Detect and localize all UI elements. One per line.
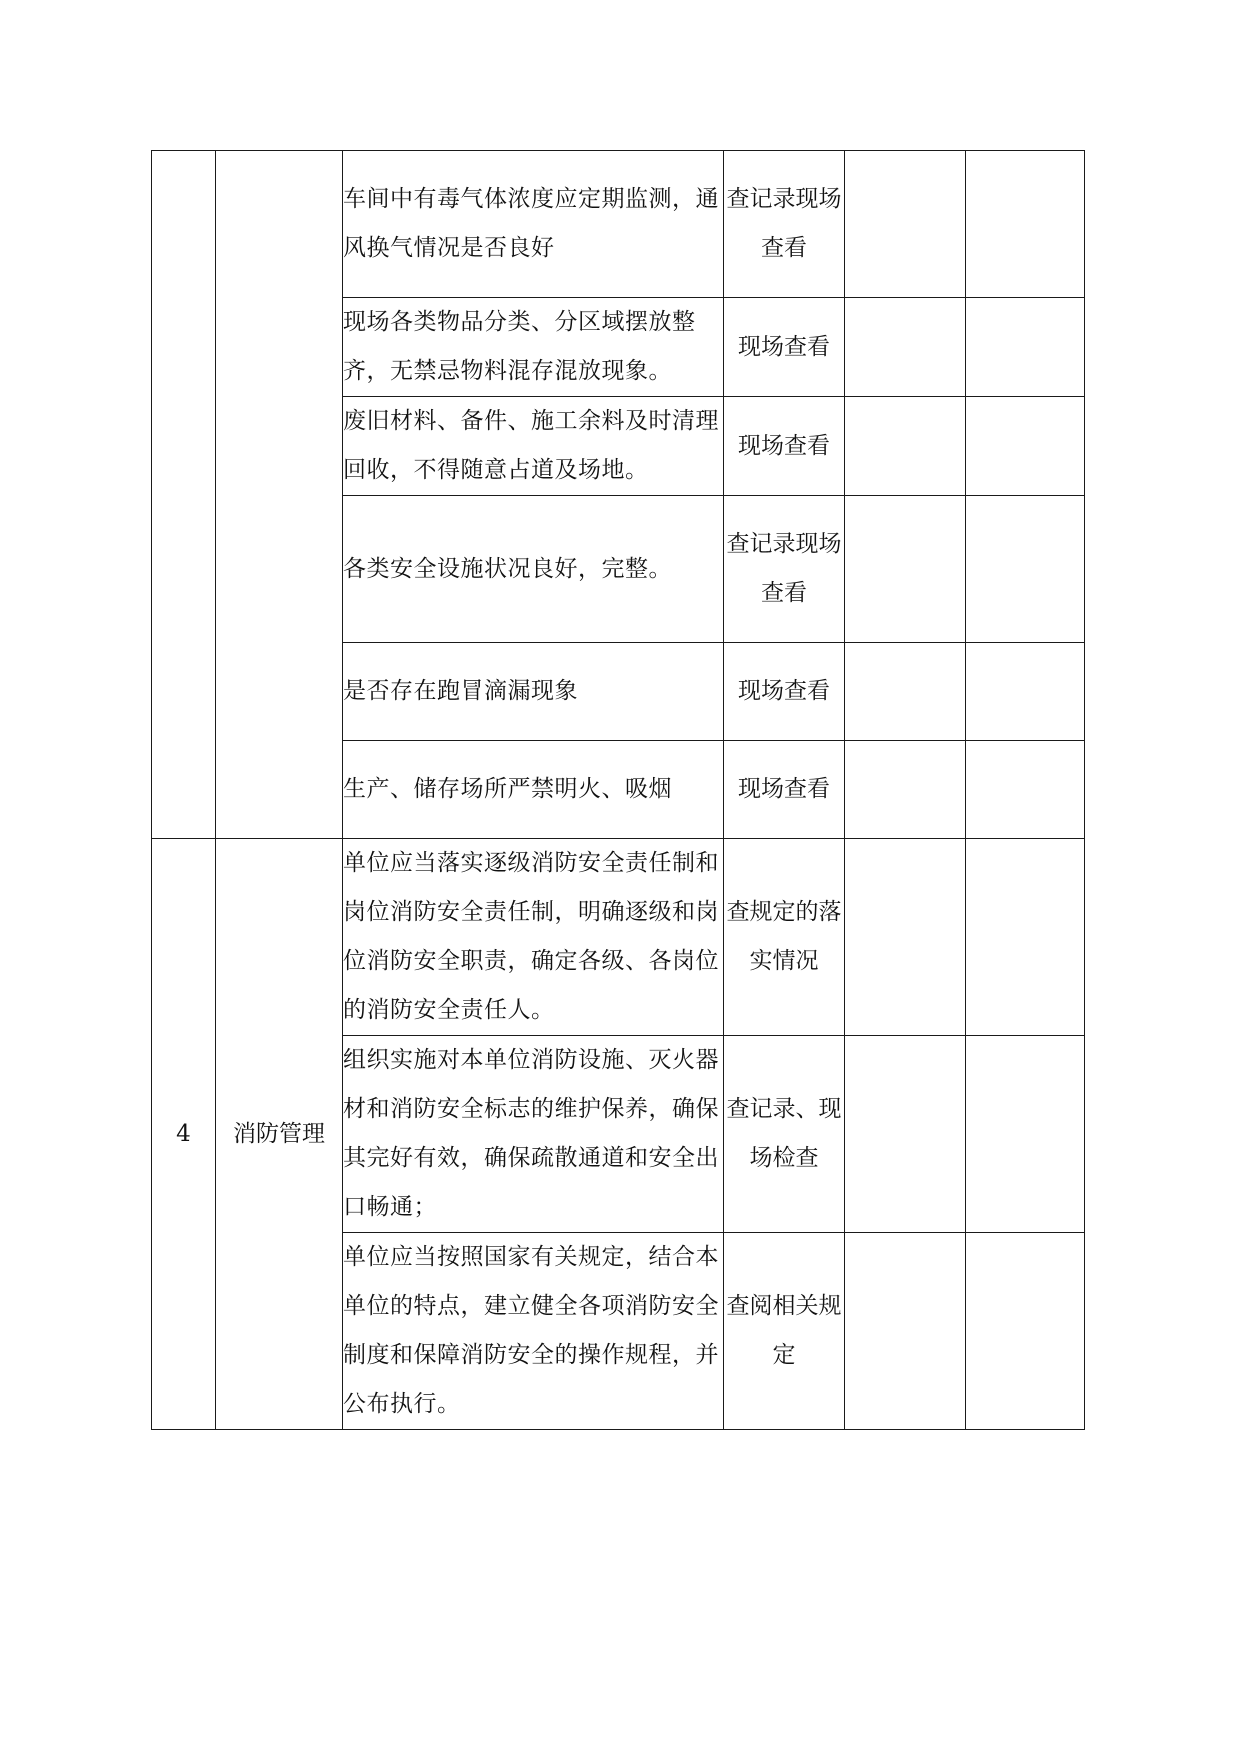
result-cell — [845, 741, 966, 839]
item-category-cell — [216, 151, 343, 839]
check-content: 现场各类物品分类、分区域摆放整齐，无禁忌物料混存混放现象。 — [343, 298, 724, 397]
check-content: 单位应当落实逐级消防安全责任制和岗位消防安全责任制，明确逐级和岗位消防安全职责，确定各级、各岗位的消防安全责任人。 — [343, 839, 724, 1036]
remark-cell — [966, 839, 1085, 1036]
remark-cell — [966, 397, 1085, 496]
remark-cell — [966, 741, 1085, 839]
remark-cell — [966, 151, 1085, 298]
result-cell — [845, 496, 966, 643]
remark-cell — [966, 496, 1085, 643]
result-cell — [845, 839, 966, 1036]
result-cell — [845, 298, 966, 397]
check-method: 查记录、现场检查 — [724, 1036, 845, 1233]
check-method: 现场查看 — [724, 397, 845, 496]
remark-cell — [966, 298, 1085, 397]
check-content: 废旧材料、备件、施工余料及时清理回收，不得随意占道及场地。 — [343, 397, 724, 496]
table-row — [152, 839, 1085, 1036]
check-method: 查记录现场查看 — [724, 496, 845, 643]
remark-cell — [966, 643, 1085, 741]
result-cell — [845, 151, 966, 298]
result-cell — [845, 1036, 966, 1233]
check-content: 组织实施对本单位消防设施、灭火器材和消防安全标志的维护保养，确保其完好有效，确保疏散通道和安全出口畅通； — [343, 1036, 724, 1233]
check-method: 查规定的落实情况 — [724, 839, 845, 1036]
item-number-cell — [152, 151, 216, 839]
check-content: 单位应当按照国家有关规定，结合本单位的特点，建立健全各项消防安全制度和保障消防安全的操作规程，并公布执行。 — [343, 1233, 724, 1430]
remark-cell — [966, 1036, 1085, 1233]
check-content: 车间中有毒气体浓度应定期监测，通风换气情况是否良好 — [343, 151, 724, 298]
check-content: 生产、储存场所严禁明火、吸烟 — [343, 741, 724, 839]
check-content: 是否存在跑冒滴漏现象 — [343, 643, 724, 741]
remark-cell — [966, 1233, 1085, 1430]
item-number: 4 — [152, 839, 216, 1430]
check-method: 现场查看 — [724, 643, 845, 741]
result-cell — [845, 643, 966, 741]
table-row — [152, 151, 1085, 298]
result-cell — [845, 1233, 966, 1430]
inspection-table — [151, 150, 1085, 1430]
check-method: 现场查看 — [724, 298, 845, 397]
check-method: 现场查看 — [724, 741, 845, 839]
result-cell — [845, 397, 966, 496]
check-method: 查阅相关规定 — [724, 1233, 845, 1430]
check-method: 查记录现场查看 — [724, 151, 845, 298]
item-category: 消防管理 — [216, 839, 343, 1430]
check-content: 各类安全设施状况良好，完整。 — [343, 496, 724, 643]
